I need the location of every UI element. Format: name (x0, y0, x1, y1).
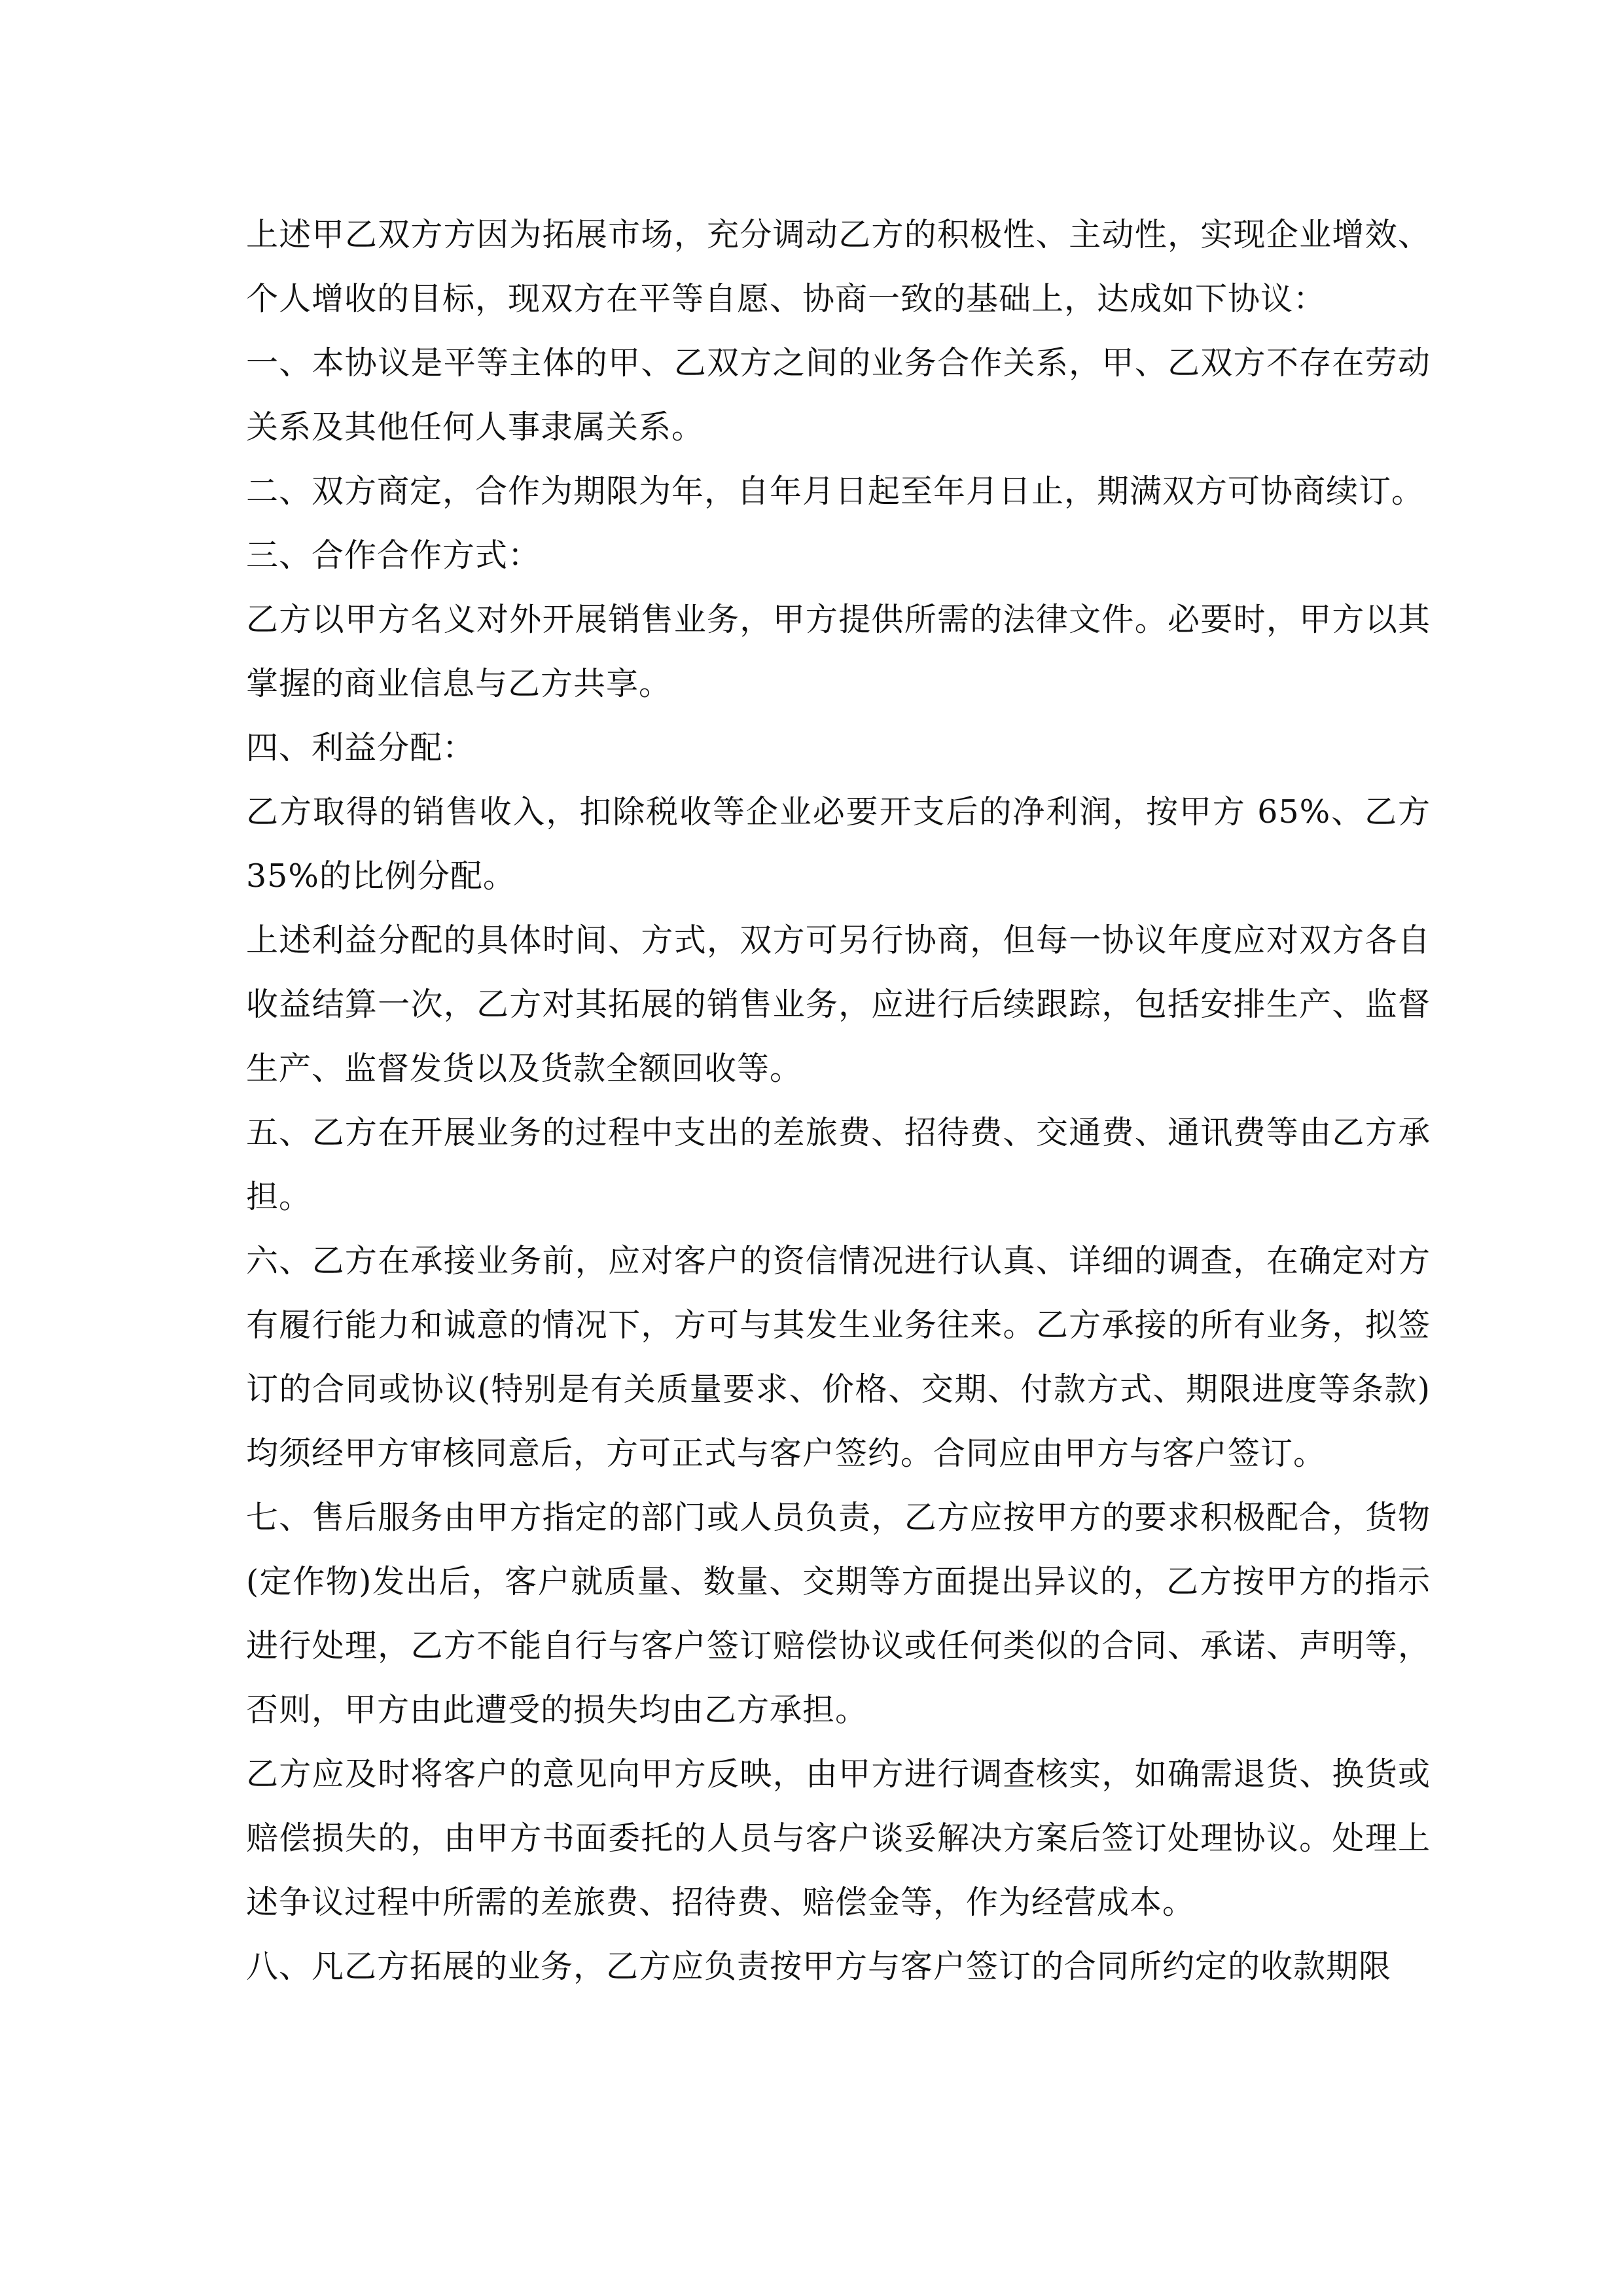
paragraph-clause-3-heading: 三、合作合作方式： (246, 537, 541, 574)
paragraph-clause-4-detail: 上述利益分配的具体时间、方式，双方可另行协商，但每一协议年度应对双方各自收益结算一次，乙方对其拓展的销售业务，应进行后续跟踪，包括安排生产、监督生产、监督发货以及货款全额回收等。 (246, 922, 1431, 1087)
paragraph-clause-3-body: 乙方以甲方名义对外开展销售业务，甲方提供所需的法律文件。必要时，甲方以其掌握的商业信息与乙方共享。 (246, 601, 1431, 702)
paragraph-clause-4-body: 乙方取得的销售收入，扣除税收等企业必要开支后的净利润，按甲方 65%、乙方 35%的比例分配。 (246, 793, 1431, 895)
paragraph-preamble: 上述甲乙双方方因为拓展市场，充分调动乙方的积极性、主动性，实现企业增效、个人增收的目标，现双方在平等自愿、协商一致的基础上，达成如下协议： (246, 216, 1431, 317)
paragraph-clause-7: 七、售后服务由甲方指定的部门或人员负责，乙方应按甲方的要求积极配合，货物(定作物)发出后，客户就质量、数量、交期等方面提出异议的，乙方按甲方的指示进行处理，乙方不能自行与客户签订赔偿协议或任何类似的合同、承诺、声明等，否则，甲方由此遭受的损失均由乙方承担。 (246, 1499, 1431, 1729)
paragraph-clause-5: 五、乙方在开展业务的过程中支出的差旅费、招待费、交通费、通讯费等由乙方承担。 (246, 1114, 1431, 1215)
paragraph-clause-6: 六、乙方在承接业务前，应对客户的资信情况进行认真、详细的调查，在确定对方有履行能力和诚意的情况下，方可与其发生业务往来。乙方承接的所有业务，拟签订的合同或协议(特别是有关质量要求、价格、交期、付款方式、期限进度等条款)均须经甲方审核同意后，方可正式与客户签约。合同应由甲方与客户签订。 (246, 1242, 1431, 1472)
paragraph-clause-7-detail: 乙方应及时将客户的意见向甲方反映，由甲方进行调查核实，如确需退货、换货或赔偿损失的，由甲方书面委托的人员与客户谈妥解决方案后签订处理协议。处理上述争议过程中所需的差旅费、招待费、赔偿金等，作为经营成本。 (246, 1755, 1431, 1921)
paragraph-clause-8: 八、凡乙方拓展的业务，乙方应负责按甲方与客户签订的合同所约定的收款期限 (246, 1948, 1392, 1985)
paragraph-clause-2: 二、双方商定，合作为期限为年，自年月日起至年月日止，期满双方可协商续订。 (246, 473, 1425, 510)
paragraph-clause-4-heading: 四、利益分配： (246, 729, 476, 766)
document-body (246, 203, 1431, 1999)
paragraph-clause-1: 一、本协议是平等主体的甲、乙双方之间的业务合作关系，甲、乙双方不存在劳动关系及其他任何人事隶属关系。 (246, 344, 1431, 446)
